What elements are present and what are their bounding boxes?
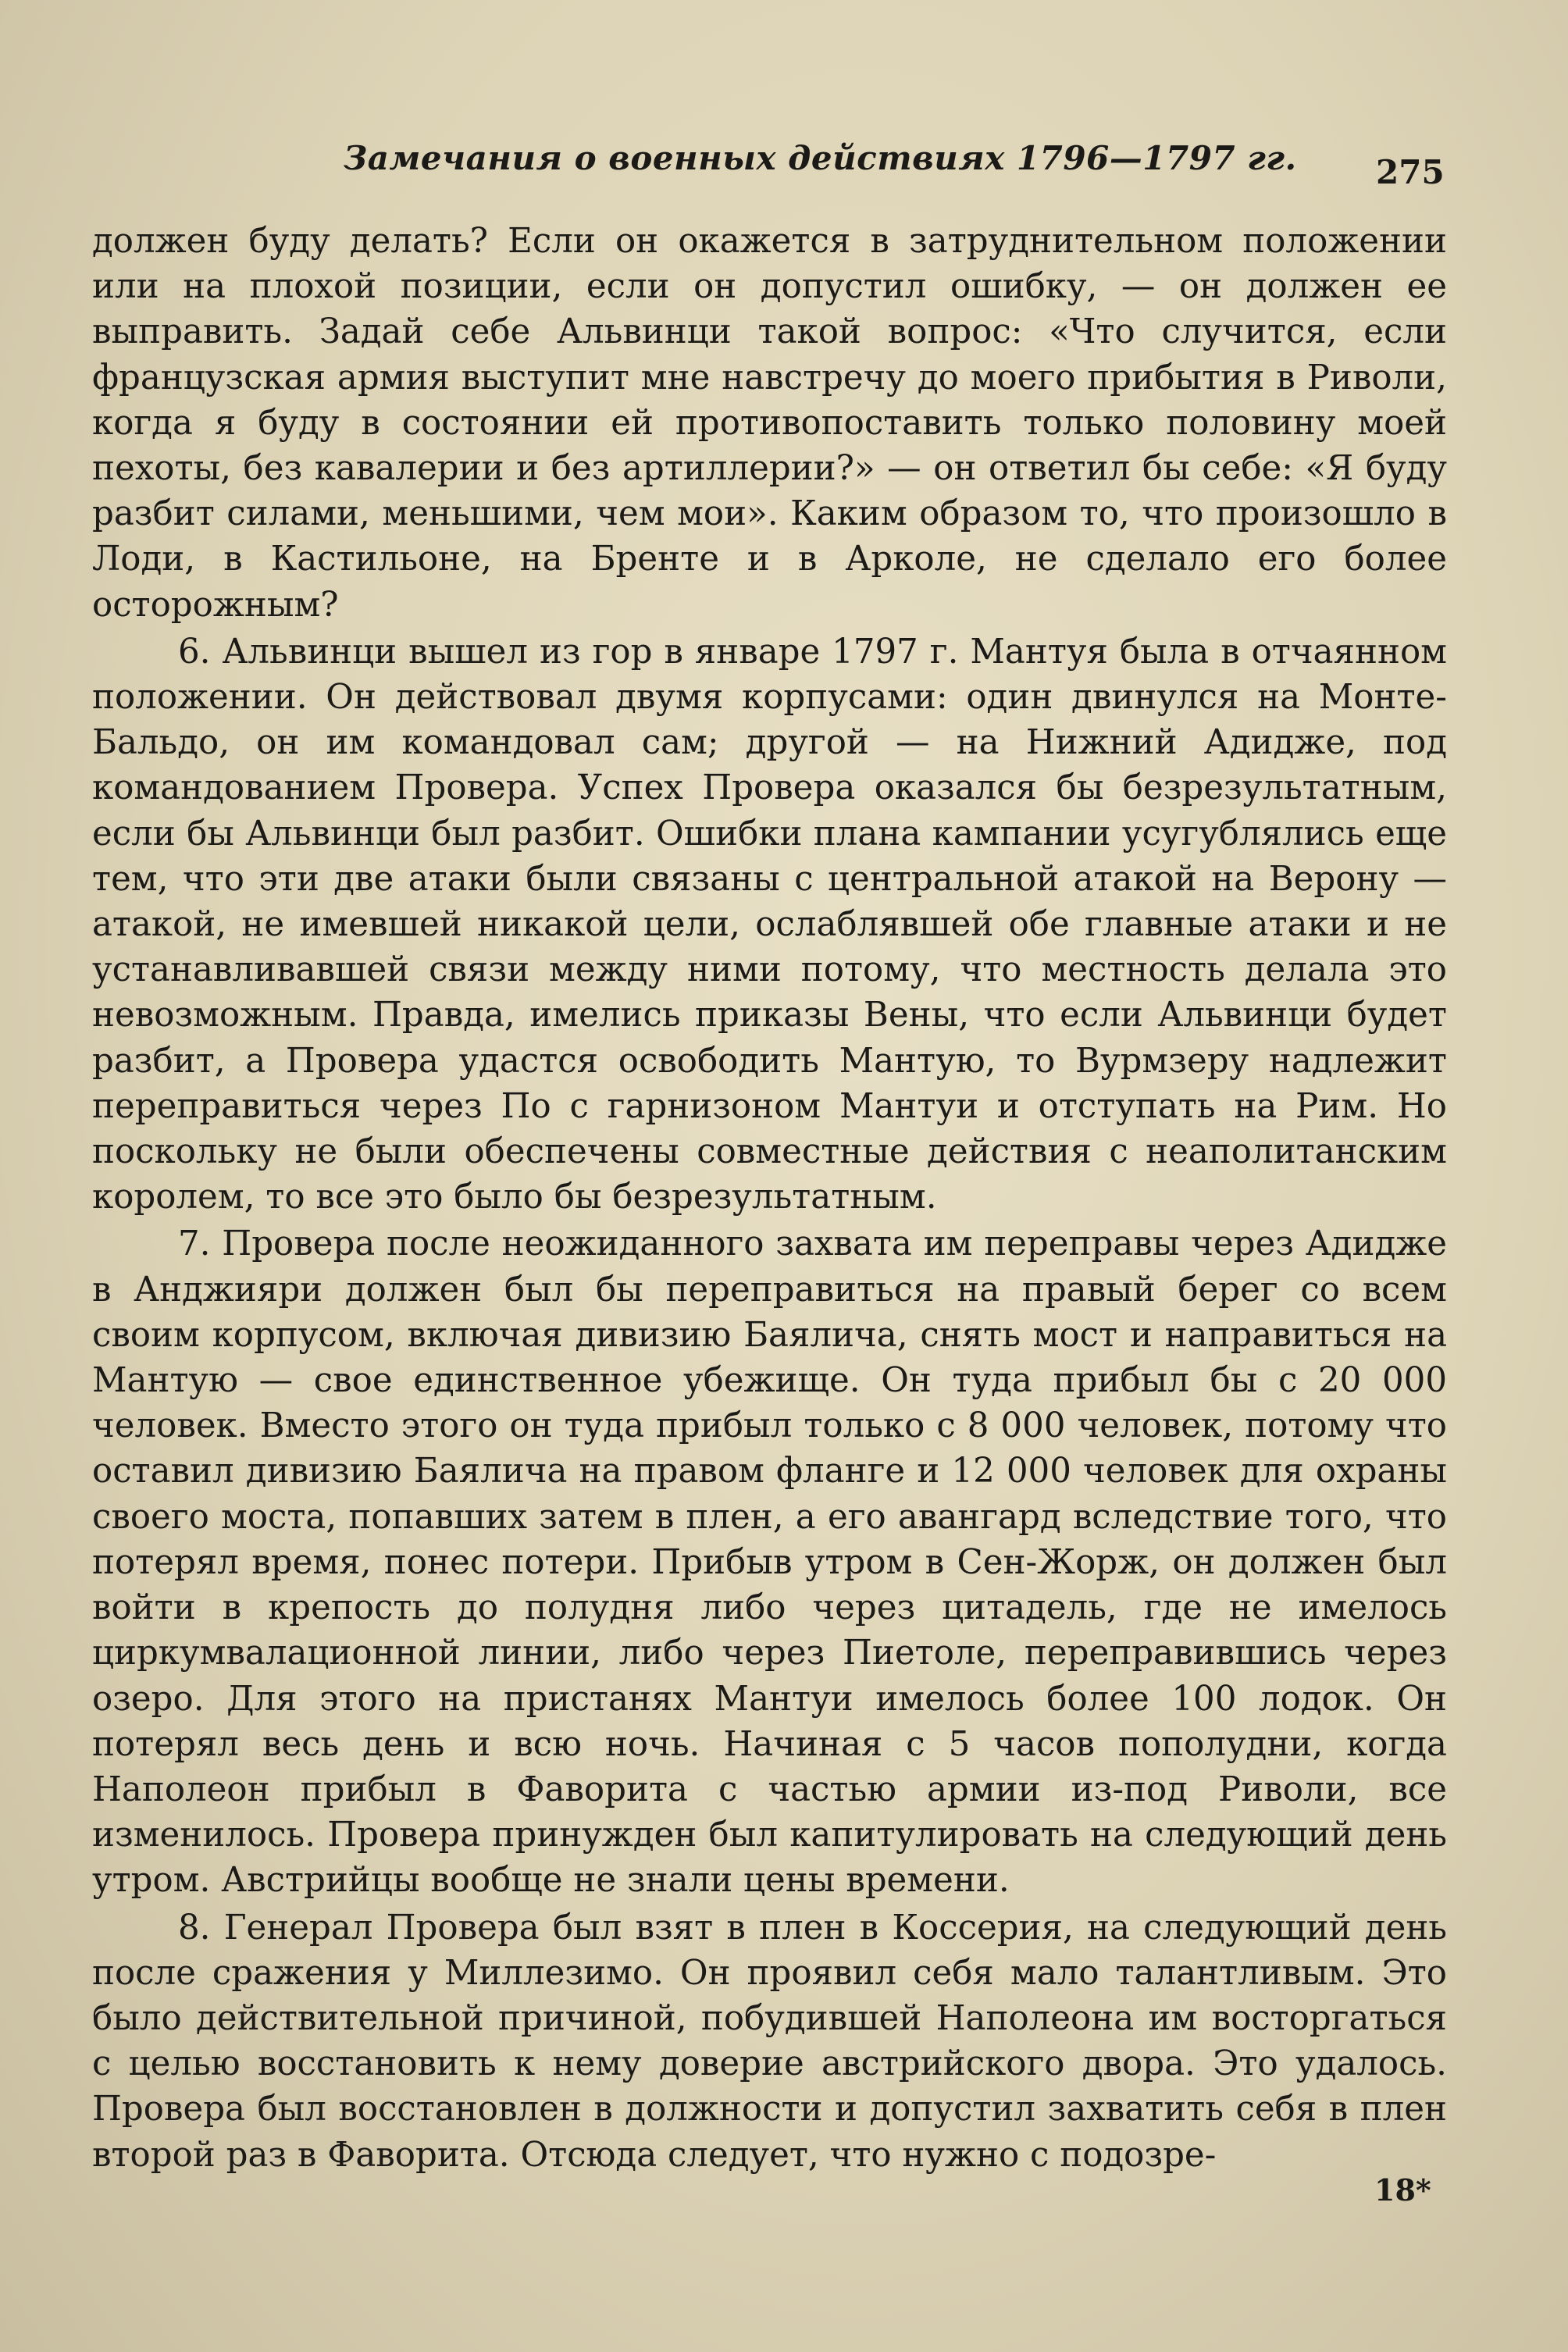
- running-head: Замечания о военных действиях 1796—1797 гг.: [344, 139, 1297, 177]
- paragraph-8: 8. Генерал Провера был взят в плен в Коссерия, на следующий день после сражения у Миллезимо. Он проявил себя мало талантливым. Это было действительной причиной, побудившей Наполеона им восторгаться с целью восстановить к нему доверие австрийского двора. Это удалось. Провера был восстановлен в должности и допустил захватить себя в плен второй раз в Фаворита. Отсюда следует, что нужно с подозре-: [92, 1908, 1447, 2175]
- paragraph-7: 7. Провера после неожиданного захвата им переправы через Адидже в Анджияри должен был бы переправиться на правый берег со всем своим корпусом, включая дивизию Баялича, снять мост и направиться на Мантую — свое единственное убежище. Он туда прибыл бы с 20 000 человек. Вместо этого он туда прибыл только с 8 000 человек, потому что оставил дивизию Баялича на правом фланге и 12 000 человек для охраны своего моста, попавших затем в плен, а его авангард вследствие того, что потерял время, понес потери. Прибыв утром в Сен-Жорж, он должен был войти в крепость до полудня либо через цитадель, где не имелось циркумвалационной линии, либо через Пиетоле, переправившись через озеро. Для этого на пристанях Мантуи имелось более 100 лодок. Он потерял весь день и всю ночь. Начиная с 5 часов пополудни, когда Наполеон прибыл в Фаворита с частью армии из-под Риволи, все изменилось. Провера принужден был капитулировать на следующий день утром. Австрийцы вообще не знали цены времени.: [92, 1224, 1447, 1901]
- paragraph-continuation: должен буду делать? Если он окажется в затруднительном положении или на плохой позиции, если он допустил ошибку, — он должен ее выправить. Задай себе Альвинци такой вопрос: «Что случится, если французская армия выступит мне навстречу до моего прибытия в Риволи, когда я буду в состоянии ей противопоставить только половину моей пехоты, без кавалерии и без артиллерии?» — он ответил бы себе: «Я буду разбит силами, меньшими, чем мои». Каким образом то, что произошло в Лоди, в Кастильоне, на Бренте и в Арколе, не сделало его более осторожным?: [92, 222, 1447, 625]
- signature-mark: 18*: [1374, 2172, 1431, 2208]
- paragraph-6: 6. Альвинци вышел из гор в январе 1797 г. Мантуя была в отчаянном положении. Он действовал двумя корпусами: один двинулся на Монте-Бальдо, он им командовал сам; другой — на Нижний Адидже, под командованием Провера. Успех Провера оказался бы безрезультатным, если бы Альвинци был разбит. Ошибки плана кампании усугублялись еще тем, что эти две атаки были связаны с центральной атакой на Верону — атакой, не имевшей никакой цели, ослаблявшей обе главные атаки и не устанавливавшей связи между ними потому, что местность делала это невозможным. Правда, имелись приказы Вены, что если Альвинци будет разбит, а Провера удастся освободить Мантую, то Вурмзеру надлежит переправиться через По с гарнизоном Мантуи и отступать на Рим. Но поскольку не были обеспечены совместные действия с неаполитанским королем, то все это было бы безрезультатным.: [92, 632, 1447, 1217]
- body-text: [92, 219, 1447, 2178]
- page-number: 275: [1376, 153, 1445, 191]
